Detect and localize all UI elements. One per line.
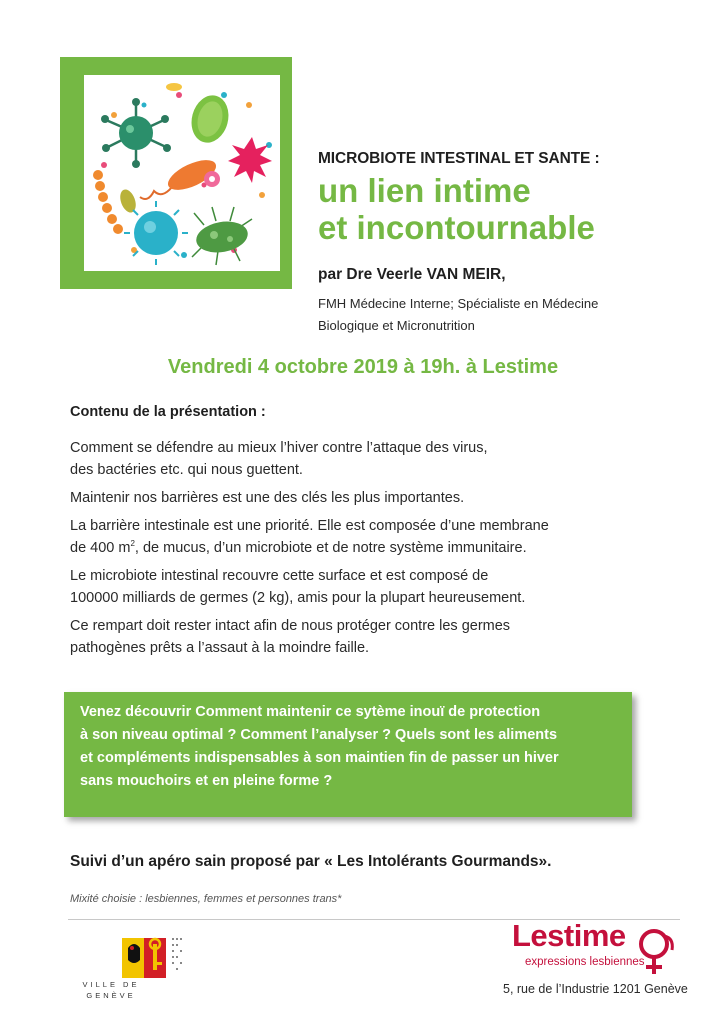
content-paragraph — [70, 515, 670, 559]
talk-kicker: MICROBIOTE INTESTINAL ET SANTE : — [318, 150, 600, 167]
content-line: La barrière intestinale est une priorité. Elle est composée d’une membrane — [70, 518, 549, 534]
speaker-credentials — [318, 293, 598, 337]
lestime-tagline: expressions lesbiennes — [525, 956, 645, 968]
audience-note: Mixité choisie : lesbiennes, femmes et personnes trans* — [70, 893, 342, 905]
content-line: Ce rempart doit rester intact afin de nous protéger contre les germes — [70, 618, 511, 634]
event-date: Vendredi 4 octobre 2019 à 19h. à Lestime — [167, 356, 559, 378]
content-heading: Contenu de la présentation : — [70, 404, 266, 420]
venue-address: 5, rue de l’Industrie 1201 Genève — [503, 982, 688, 996]
content-body — [70, 437, 670, 665]
callout-line: sans mouchoirs et en pleine forme ? — [80, 773, 333, 789]
ville-de-geneve-caption — [66, 979, 156, 1001]
text-fragment: de 400 m — [70, 540, 131, 556]
apero-note: Suivi d’un apéro sain proposé par « Les Intolérants Gourmands». — [70, 853, 552, 870]
content-line: 100000 milliards de germes (2 kg), amis pour la plupart heureusement. — [70, 590, 526, 606]
headline-line: et incontournable — [318, 209, 595, 246]
text-fragment: , de mucus, d’un microbiote et de notre système immunitaire. — [134, 540, 527, 556]
green-virus-icon — [101, 98, 171, 168]
credentials-line: Biologique et Micronutrition — [318, 318, 475, 333]
callout-line: et compléments indispensables à son maintien fin de passer un hiver — [80, 750, 559, 766]
content-paragraph — [70, 487, 670, 509]
lestime-logo-text: Lestime — [512, 918, 626, 953]
caption-line: GENÈVE — [86, 991, 136, 1000]
credentials-line: FMH Médecine Interne; Spécialiste en Médecine — [318, 296, 599, 311]
geneva-coat-of-arms-icon — [120, 934, 190, 980]
content-line: pathogènes prêts a l’assaut à la moindre faille. — [70, 640, 370, 656]
callout-box — [64, 692, 632, 817]
content-line — [70, 537, 670, 559]
speaker-name: par Dre Veerle VAN MEIR, — [318, 266, 506, 283]
callout-line: Venez découvrir Comment maintenir ce sytème inouï de protection — [80, 704, 541, 720]
callout-line: à son niveau optimal ? Comment l’analyser ? Quels sont les aliments — [80, 727, 558, 743]
content-line: des bactéries etc. qui nous guettent. — [70, 462, 303, 478]
microbes-illustration-icon — [84, 75, 280, 271]
superscript: 2 — [130, 539, 135, 549]
caption-line: VILLE DE — [82, 980, 140, 989]
content-line: Comment se défendre au mieux l’hiver contre l’attaque des virus, — [70, 440, 488, 456]
content-paragraph — [70, 615, 670, 659]
venus-symbol-icon — [634, 924, 678, 976]
content-line: Maintenir nos barrières est une des clés les plus importantes. — [70, 490, 465, 506]
content-paragraph — [70, 437, 670, 481]
talk-headline — [318, 172, 595, 246]
content-line: Le microbiote intestinal recouvre cette surface et est composé de — [70, 568, 489, 584]
headline-line: un lien intime — [318, 172, 531, 209]
content-paragraph — [70, 565, 670, 609]
